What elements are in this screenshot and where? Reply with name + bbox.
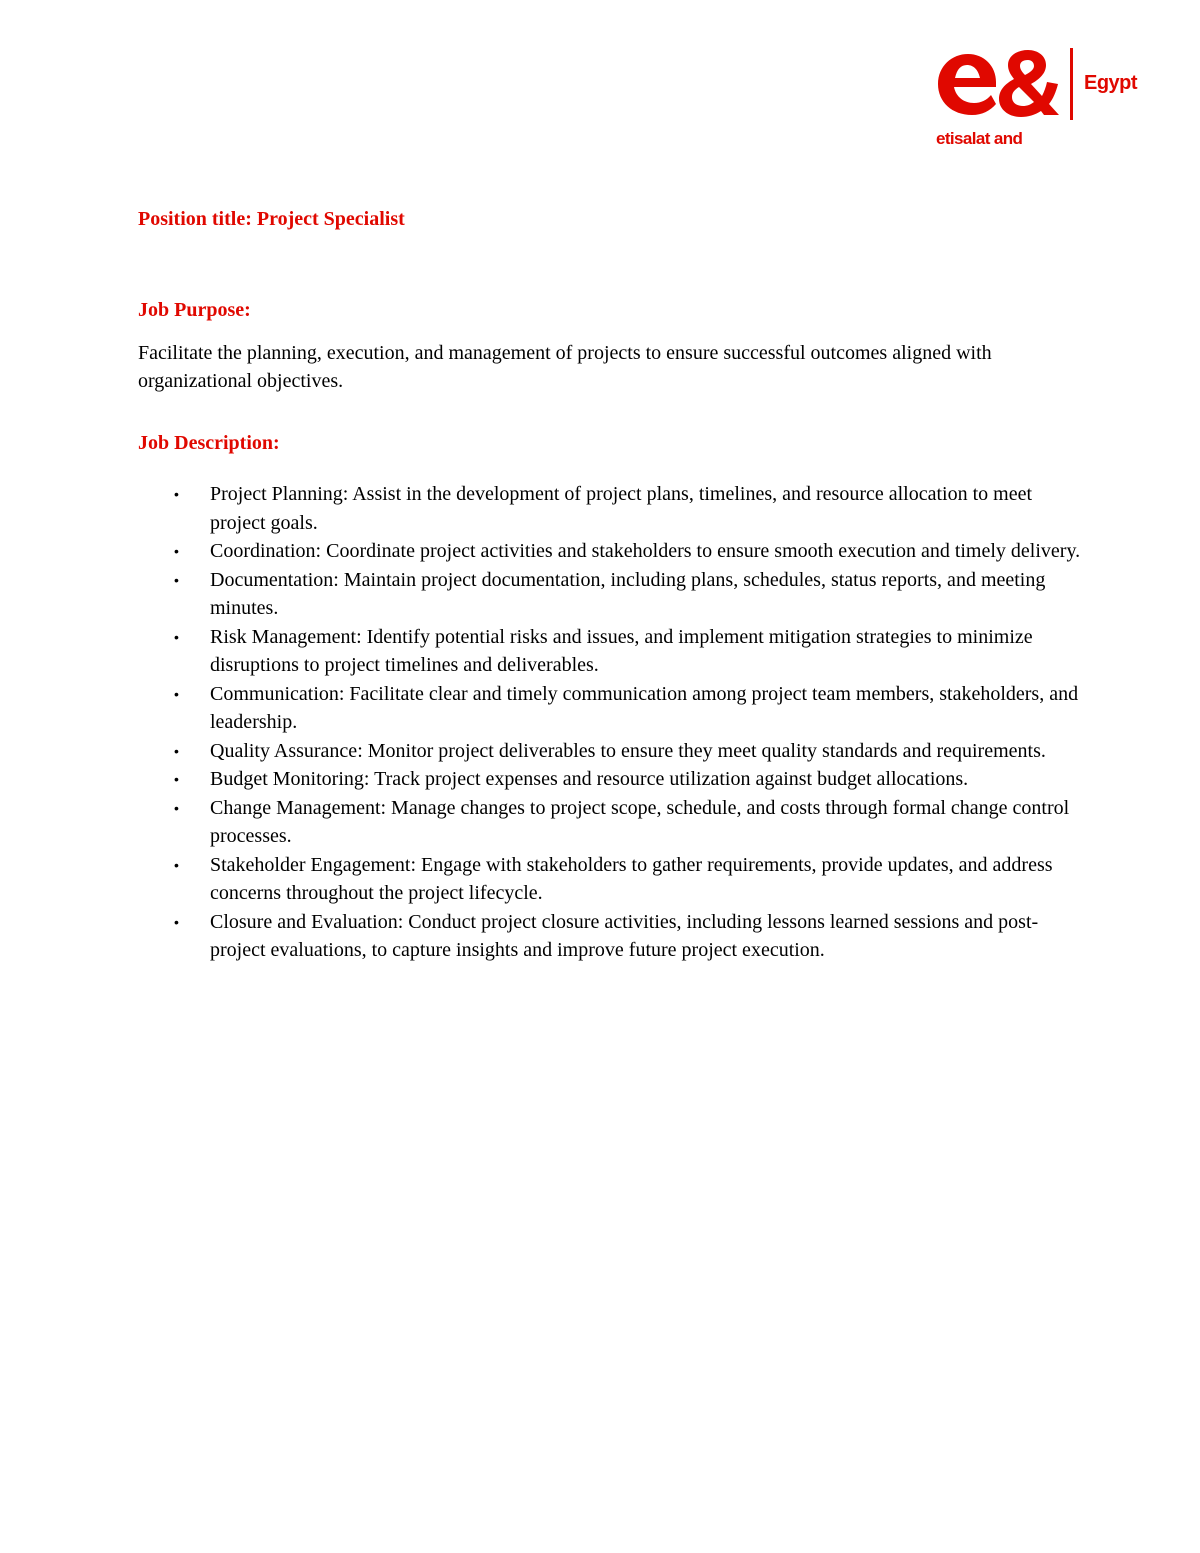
duty-text: Coordination: Coordinate project activities and stakeholders to ensure smooth execution and timely delivery. bbox=[210, 540, 1081, 562]
list-item bbox=[138, 566, 1088, 623]
job-description-heading: Job Description: bbox=[138, 432, 280, 454]
duty-text: Risk Management: Identify potential risks and issues, and implement mitigation strategies to minimize disruptions to project timelines and deliverables. bbox=[210, 625, 1033, 676]
e-and-logo-icon bbox=[930, 44, 1070, 124]
logo-divider bbox=[1070, 48, 1073, 120]
list-item bbox=[138, 480, 1088, 537]
list-item bbox=[138, 908, 1088, 965]
bullet-icon: • bbox=[174, 486, 179, 502]
list-item bbox=[138, 537, 1088, 566]
duty-text: Change Management: Manage changes to project scope, schedule, and costs through formal change control processes. bbox=[210, 796, 1070, 847]
list-item bbox=[138, 680, 1088, 737]
job-purpose-text: Facilitate the planning, execution, and management of projects to ensure successful outcomes aligned with organizational objectives. bbox=[138, 342, 992, 392]
list-item bbox=[138, 851, 1088, 908]
job-duties-list bbox=[138, 480, 1088, 965]
bullet-icon: • bbox=[174, 799, 179, 816]
logo-country: Egypt bbox=[1084, 72, 1138, 94]
duty-text: Project Planning: Assist in the development of project plans, timelines, and resource allocation to meet project goals. bbox=[210, 483, 1033, 534]
list-item bbox=[138, 737, 1088, 766]
list-item bbox=[138, 623, 1088, 680]
bullet-icon: • bbox=[174, 685, 179, 702]
bullet-icon: • bbox=[174, 913, 179, 930]
bullet-icon: • bbox=[174, 571, 179, 588]
position-title: Position title: Project Specialist bbox=[138, 208, 405, 230]
bullet-icon: • bbox=[174, 771, 179, 787]
bullet-icon: • bbox=[174, 628, 179, 645]
bullet-icon: • bbox=[174, 742, 179, 759]
duty-text: Budget Monitoring: Track project expenses and resource utilization against budget allocations. bbox=[210, 768, 969, 790]
list-item bbox=[138, 794, 1088, 851]
logo-subtitle: etisalat and bbox=[936, 129, 1023, 148]
duty-text: Quality Assurance: Monitor project deliverables to ensure they meet quality standards and requirements. bbox=[210, 739, 1046, 762]
duty-text: Communication: Facilitate clear and timely communication among project team members, stakeholders, and leadership. bbox=[210, 682, 1079, 733]
list-item bbox=[138, 765, 1088, 794]
job-purpose-heading: Job Purpose: bbox=[138, 299, 251, 321]
duty-text: Stakeholder Engagement: Engage with stakeholders to gather requirements, provide updates, and address concerns throughout the project lifecycle. bbox=[210, 853, 1053, 904]
bullet-icon: • bbox=[174, 856, 179, 873]
company-logo bbox=[930, 44, 1170, 154]
duty-text: Documentation: Maintain project documentation, including plans, schedules, status reports, and meeting minutes. bbox=[210, 568, 1046, 619]
bullet-icon: • bbox=[174, 543, 179, 559]
duty-text: Closure and Evaluation: Conduct project closure activities, including lessons learned sessions and post-project evaluations, to capture insights and improve future project execution. bbox=[210, 910, 1039, 961]
